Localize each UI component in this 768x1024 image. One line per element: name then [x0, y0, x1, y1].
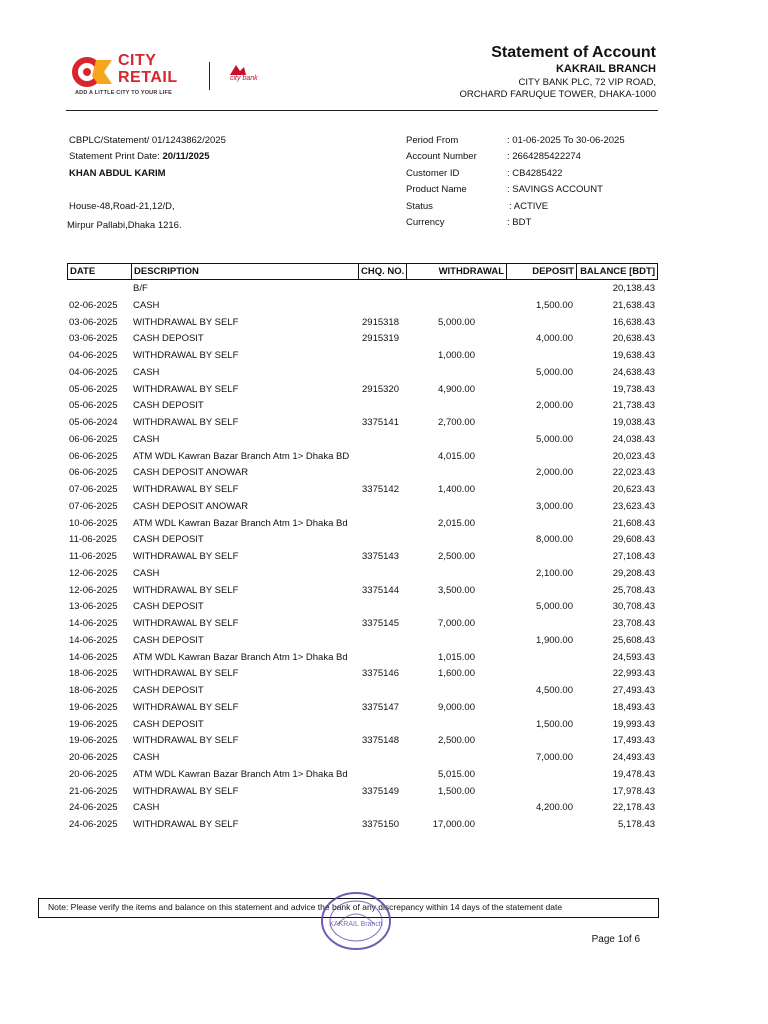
table-row [0, 399, 768, 416]
table-row [0, 550, 768, 567]
cell-balance: 17,978.43 [612, 785, 655, 797]
city-bank-logo [222, 63, 268, 91]
table-row [0, 349, 768, 366]
cell-balance: 19,638.43 [612, 350, 655, 361]
cell-date: 24-06-2025 [69, 802, 118, 814]
cell-date: 12-06-2025 [69, 567, 118, 579]
cell-balance: 27,108.43 [612, 551, 655, 562]
customer-id-label: Customer ID [406, 168, 460, 179]
header-rule [66, 110, 658, 111]
cell-balance: 24,638.43 [612, 366, 655, 378]
table-row [0, 366, 768, 383]
cell-balance: 17,493.43 [612, 735, 655, 747]
customer-name: KHAN ABDUL KARIM [69, 168, 166, 179]
customer-id-value: : CB4285422 [507, 168, 563, 179]
cell-withdrawal: 2,700.00 [438, 417, 475, 428]
cell-withdrawal: 7,000.00 [438, 618, 475, 629]
cell-description: WITHDRAWAL BY SELF [133, 383, 239, 395]
cell-balance: 19,478.43 [612, 768, 655, 780]
cell-withdrawal: 1,015.00 [438, 651, 475, 663]
cell-description: ATM WDL Kawran Bazar Branch Atm 1> Dhaka Bd [133, 651, 348, 663]
cell-date: 14-06-2025 [69, 634, 118, 646]
table-row [0, 818, 768, 835]
cell-balance: 29,208.43 [612, 567, 655, 579]
cell-description: CASH DEPOSIT ANOWAR [133, 500, 249, 512]
cell-balance: 18,493.43 [612, 701, 655, 713]
cell-date: 11-06-2025 [69, 534, 117, 546]
cell-date: 19-06-2025 [69, 701, 118, 713]
cell-balance: 5,178.43 [618, 819, 655, 830]
cell-balance: 24,038.43 [612, 433, 655, 445]
col-header-balance: BALANCE [BDT] [580, 266, 655, 277]
cell-deposit: 4,000.00 [536, 333, 573, 345]
page-number: Page 1of 6 [591, 934, 640, 945]
cell-balance: 27,493.43 [612, 685, 655, 696]
cell-date: 06-06-2025 [69, 433, 118, 445]
cell-deposit: 3,000.00 [536, 500, 573, 512]
cell-description: WITHDRAWAL BY SELF [133, 618, 239, 629]
period-value: : 01-06-2025 To 30-06-2025 [507, 135, 625, 146]
cell-description: CASH DEPOSIT [133, 718, 204, 730]
cell-description: CASH [133, 433, 160, 445]
cell-chq-no: 3375143 [362, 551, 399, 562]
cell-balance: 21,738.43 [612, 400, 655, 412]
cell-withdrawal: 2,500.00 [438, 551, 475, 562]
cell-date: 14-06-2025 [69, 651, 118, 663]
table-row [0, 383, 768, 400]
status-value: : ACTIVE [509, 201, 549, 212]
table-row [0, 466, 768, 483]
cell-deposit: 4,500.00 [536, 685, 573, 696]
cell-withdrawal: 2,015.00 [438, 517, 475, 529]
cell-description: WITHDRAWAL BY SELF [133, 584, 239, 596]
cell-date: 11-06-2025 [69, 551, 117, 562]
cell-balance: 30,708.43 [612, 601, 655, 613]
print-date-label: Statement Print Date: [69, 151, 160, 162]
cell-deposit: 1,500.00 [536, 718, 573, 730]
print-date-value: 20/11/2025 [162, 151, 210, 162]
cell-balance: 24,593.43 [612, 651, 655, 663]
cell-description: ATM WDL Kawran Bazar Branch Atm 1> Dhaka Bd [133, 517, 348, 529]
branch-address-line1: CITY BANK PLC, 72 VIP ROAD, [518, 77, 656, 88]
svg-text:KAKRAIL Branch: KAKRAIL Branch [329, 921, 383, 928]
cell-date: 07-06-2025 [69, 484, 118, 495]
cell-description: CASH DEPOSIT [133, 534, 204, 546]
cell-description: CASH DEPOSIT [133, 601, 204, 613]
table-row [0, 701, 768, 718]
cell-balance: 25,708.43 [612, 584, 655, 596]
col-header-description: DESCRIPTION [132, 264, 359, 279]
cell-date: 02-06-2025 [69, 299, 118, 311]
col-header-chq-no: CHQ. NO. [359, 264, 407, 279]
cell-description: WITHDRAWAL BY SELF [133, 668, 239, 680]
cell-description: CASH [133, 802, 160, 814]
cell-date: 03-06-2025 [69, 333, 118, 345]
cell-description: WITHDRAWAL BY SELF [133, 785, 239, 797]
cell-date: 21-06-2025 [69, 785, 118, 797]
branch-name: KAKRAIL BRANCH [555, 63, 656, 75]
table-row [0, 332, 768, 349]
city-retail-logo [72, 52, 202, 102]
customer-address-line2: Mirpur Pallabi,Dhaka 1216. [67, 220, 182, 231]
cell-description: WITHDRAWAL BY SELF [133, 484, 239, 495]
cell-deposit: 5,000.00 [536, 433, 573, 445]
cell-deposit: 5,000.00 [536, 601, 573, 613]
cell-chq-no: 3375141 [362, 417, 399, 428]
cell-balance: 25,608.43 [612, 634, 655, 646]
cell-chq-no: 3375145 [362, 618, 399, 629]
cell-date: 20-06-2025 [69, 768, 118, 780]
cell-withdrawal: 5,015.00 [438, 768, 475, 780]
cell-description: CASH [133, 567, 160, 579]
table-row [0, 617, 768, 634]
cell-date: 05-06-2025 [69, 383, 118, 395]
cell-date: 24-06-2025 [69, 819, 118, 830]
cell-date: 05-06-2024 [69, 417, 118, 428]
cell-description: WITHDRAWAL BY SELF [133, 316, 239, 328]
cell-date: 03-06-2025 [69, 316, 118, 328]
branch-seal-stamp [318, 890, 394, 952]
cell-withdrawal: 1,500.00 [438, 785, 475, 797]
transactions-table-body [0, 282, 768, 835]
cell-deposit: 2,000.00 [536, 467, 573, 479]
cell-withdrawal: 9,000.00 [438, 701, 475, 713]
cell-description: WITHDRAWAL BY SELF [133, 819, 239, 830]
account-number-value: : 2664285422274 [507, 151, 581, 162]
table-row [0, 634, 768, 651]
cell-withdrawal: 4,015.00 [438, 450, 475, 462]
cell-date: 10-06-2025 [69, 517, 118, 529]
cell-chq-no: 3375147 [362, 701, 399, 713]
cell-description: WITHDRAWAL BY SELF [133, 701, 239, 713]
cell-deposit: 5,000.00 [536, 366, 573, 378]
cell-description: CASH DEPOSIT [133, 333, 204, 345]
cell-balance: 22,993.43 [612, 668, 655, 680]
cell-chq-no: 2915319 [362, 333, 399, 345]
cell-chq-no: 2915320 [362, 383, 399, 395]
currency-value: : BDT [507, 217, 532, 228]
cell-date: 12-06-2025 [69, 584, 118, 596]
cell-date: 14-06-2025 [69, 618, 118, 629]
cell-chq-no: 3375149 [362, 785, 399, 797]
period-label: Period From [406, 135, 459, 146]
city-retail-mark-icon [72, 54, 116, 90]
table-row [0, 667, 768, 684]
header-divider [209, 62, 210, 90]
cell-chq-no: 3375146 [362, 668, 399, 680]
table-row [0, 600, 768, 617]
city-bank-logo-text: city bank [230, 75, 258, 82]
table-row [0, 416, 768, 433]
cell-balance: 20,023.43 [612, 450, 655, 462]
cell-chq-no: 3375148 [362, 735, 399, 747]
cell-balance: 22,023.43 [612, 467, 655, 479]
cell-withdrawal: 1,600.00 [438, 668, 475, 680]
product-name-label: Product Name [406, 184, 467, 195]
cell-balance: 19,738.43 [612, 383, 655, 395]
cell-withdrawal: 17,000.00 [432, 819, 475, 830]
cell-deposit: 4,200.00 [536, 802, 573, 814]
cell-chq-no: 3375150 [362, 819, 399, 830]
table-row [0, 533, 768, 550]
table-row [0, 718, 768, 735]
cell-date: 20-06-2025 [69, 752, 118, 763]
table-row [0, 299, 768, 316]
logo-text-retail: RETAIL [118, 69, 178, 86]
cell-balance: 29,608.43 [612, 534, 655, 546]
cell-description: ATM WDL Kawran Bazar Branch Atm 1> Dhaka BD [133, 450, 350, 462]
col-header-deposit: DEPOSIT [507, 264, 577, 279]
cell-chq-no: 3375142 [362, 484, 399, 495]
cell-description: ATM WDL Kawran Bazar Branch Atm 1> Dhaka Bd [133, 768, 348, 780]
branch-address-line2: ORCHARD FARUQUE TOWER, DHAKA-1000 [459, 89, 656, 100]
cell-deposit: 2,000.00 [536, 400, 573, 412]
statement-title: Statement of Account [491, 44, 656, 61]
cell-description: WITHDRAWAL BY SELF [133, 417, 239, 428]
product-name-value: : SAVINGS ACCOUNT [507, 184, 603, 195]
table-row [0, 651, 768, 668]
cell-balance: 21,608.43 [612, 517, 655, 529]
table-row [0, 768, 768, 785]
cell-description: CASH DEPOSIT [133, 400, 204, 412]
cell-description: WITHDRAWAL BY SELF [133, 350, 239, 361]
table-row [0, 734, 768, 751]
cell-balance: 20,623.43 [612, 484, 655, 495]
cell-withdrawal: 1,000.00 [438, 350, 475, 361]
cell-balance: 21,638.43 [612, 299, 655, 311]
table-row [0, 500, 768, 517]
cell-balance: 19,993.43 [612, 718, 655, 730]
cell-withdrawal: 5,000.00 [438, 316, 475, 328]
cell-withdrawal: 1,400.00 [438, 484, 475, 495]
cell-description: WITHDRAWAL BY SELF [133, 551, 239, 562]
table-row [0, 517, 768, 534]
cell-withdrawal: 3,500.00 [438, 584, 475, 596]
cell-date: 07-06-2025 [69, 500, 118, 512]
cell-description: CASH DEPOSIT [133, 634, 204, 646]
status-label: Status [406, 201, 433, 212]
col-header-date: DATE [68, 264, 132, 279]
cell-date: 04-06-2025 [69, 366, 118, 378]
cell-chq-no: 2915318 [362, 316, 399, 328]
cell-date: 06-06-2025 [69, 450, 118, 462]
table-row [0, 433, 768, 450]
table-row [0, 567, 768, 584]
table-row [0, 751, 768, 768]
cell-balance: 20,138.43 [612, 283, 655, 294]
table-row [0, 785, 768, 802]
cell-deposit: 8,000.00 [536, 534, 573, 546]
cell-balance: 23,708.43 [612, 618, 655, 629]
cell-description: CASH [133, 299, 160, 311]
cell-date: 19-06-2025 [69, 718, 118, 730]
cell-date: 18-06-2025 [69, 685, 118, 696]
cell-balance: 19,038.43 [612, 417, 655, 428]
cell-description: CASH [133, 366, 160, 378]
cell-description: CASH DEPOSIT [133, 685, 204, 696]
cell-date: 06-06-2025 [69, 467, 118, 479]
cell-description: WITHDRAWAL BY SELF [133, 735, 239, 747]
cell-description: CASH [133, 752, 160, 763]
cell-withdrawal: 4,900.00 [438, 383, 475, 395]
cell-deposit: 1,900.00 [536, 634, 573, 646]
table-row [0, 584, 768, 601]
cell-deposit: 7,000.00 [536, 752, 573, 763]
statement-reference: CBPLC/Statement/ 01/1243862/2025 [69, 135, 226, 146]
table-row [0, 684, 768, 701]
currency-label: Currency [406, 217, 445, 228]
cell-balance: 20,638.43 [612, 333, 655, 345]
table-row [0, 316, 768, 333]
seal-icon [318, 890, 394, 952]
account-number-label: Account Number [406, 151, 477, 162]
cell-date: 18-06-2025 [69, 668, 118, 680]
table-row [0, 483, 768, 500]
cell-description: CASH DEPOSIT ANOWAR [133, 467, 249, 479]
customer-address-line1: House-48,Road-21,12/D, [69, 201, 175, 212]
cell-chq-no: 3375144 [362, 584, 399, 596]
table-row [0, 801, 768, 818]
logo-tagline: ADD A LITTLE CITY TO YOUR LIFE [75, 90, 172, 96]
cell-deposit: 1,500.00 [536, 299, 573, 311]
cell-balance: 24,493.43 [612, 752, 655, 763]
verification-note: Note: Please verify the items and balance on this statement and advice the bank of any discrepancy within 14 days of the statement date [38, 898, 659, 918]
cell-withdrawal: 2,500.00 [438, 735, 475, 747]
transactions-table-header [67, 263, 658, 280]
cell-date: 13-06-2025 [69, 601, 118, 613]
cell-date: 19-06-2025 [69, 735, 118, 747]
logo-text-city: CITY [118, 52, 157, 69]
cell-balance: 16,638.43 [612, 316, 655, 328]
cell-balance: 23,623.43 [612, 500, 655, 512]
cell-description: B/F [133, 283, 148, 294]
cell-deposit: 2,100.00 [536, 567, 573, 579]
cell-date: 05-06-2025 [69, 400, 118, 412]
print-date-line [69, 151, 210, 162]
table-row [0, 450, 768, 467]
cell-date: 04-06-2025 [69, 350, 118, 361]
table-row [0, 282, 768, 299]
cell-balance: 22,178.43 [612, 802, 655, 814]
col-header-withdrawal: WITHDRAWAL [407, 264, 507, 279]
